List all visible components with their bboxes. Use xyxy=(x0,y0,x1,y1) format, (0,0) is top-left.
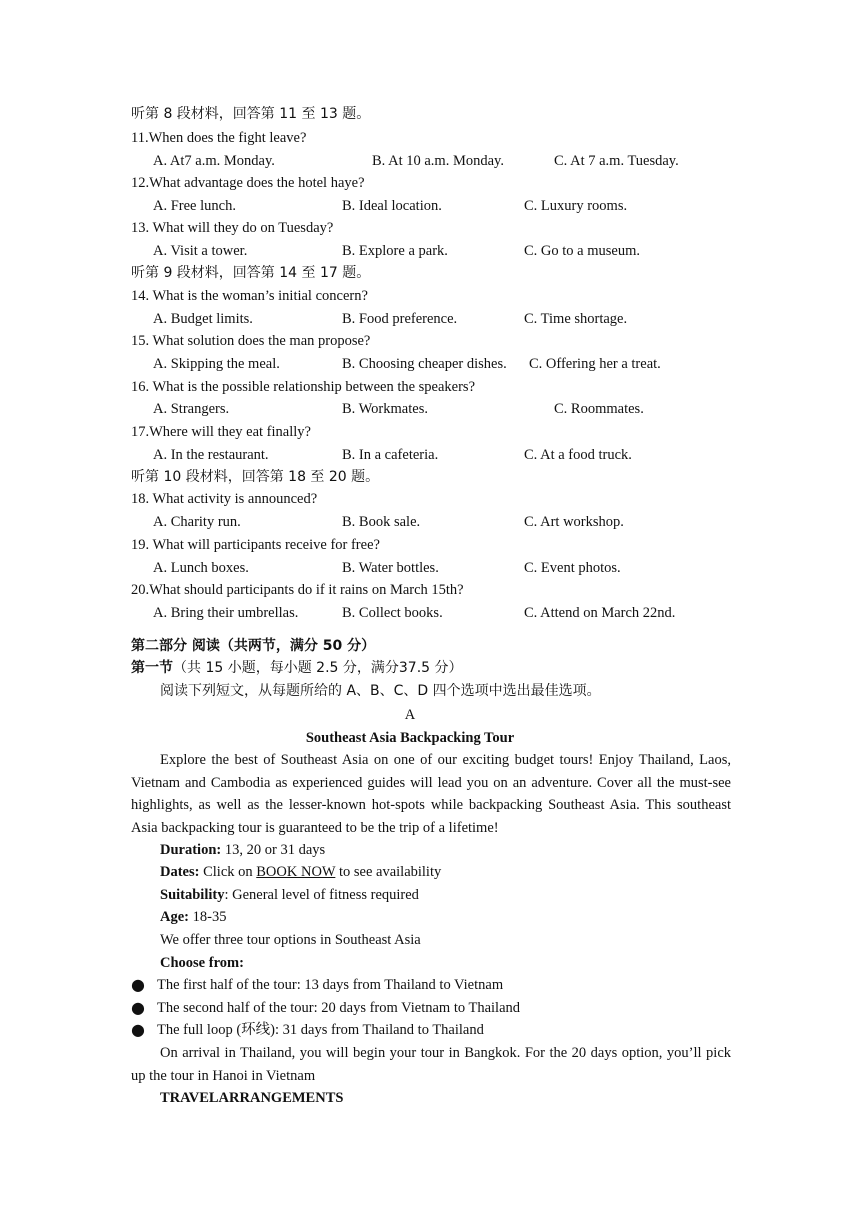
question-12: 12.What advantage does the hotel haye? xyxy=(131,175,365,191)
suitability-label: Suitability xyxy=(160,887,225,903)
section-one-label: 第一节 xyxy=(131,660,173,676)
reading-instruction: 阅读下列短文，从每题所给的 A、B、C、D 四个选项中选出最佳选项。 xyxy=(160,683,601,699)
q14-option-c: C. Time shortage. xyxy=(524,311,628,327)
q15-option-a: A. Skipping the meal. xyxy=(153,356,280,372)
q13-option-a: A. Visit a tower. xyxy=(153,243,248,259)
section-9-heading: 听第 9 段材料，回答第 14 至 17 题。 xyxy=(131,265,371,281)
age-line xyxy=(160,907,226,927)
dates-pre: Click on xyxy=(199,864,257,880)
q17-option-a: A. In the restaurant. xyxy=(153,447,269,463)
q16-option-b: B. Workmates. xyxy=(342,401,428,417)
option-full-loop: The full loop (环线): 31 days from Thailand to Thailand xyxy=(157,1022,484,1038)
section-one-heading xyxy=(131,658,463,678)
part-two-title: 第二部分 阅读（共两节，满分 50 分） xyxy=(131,638,376,654)
q20-option-c: C. Attend on March 22nd. xyxy=(524,605,676,621)
choose-from-label: Choose from: xyxy=(160,955,244,971)
question-20: 20.What should participants do if it rains on March 15th? xyxy=(131,582,464,598)
q11-option-c: C. At 7 a.m. Tuesday. xyxy=(554,153,679,169)
duration-label: Duration: xyxy=(160,842,222,858)
q17-option-b: B. In a cafeteria. xyxy=(342,447,439,463)
q11-option-b: B. At 10 a.m. Monday. xyxy=(372,153,504,169)
q16-option-c: C. Roommates. xyxy=(554,401,644,417)
question-19: 19. What will participants receive for free? xyxy=(131,537,380,553)
q18-option-b: B. Book sale. xyxy=(342,514,421,530)
age-value: 18-35 xyxy=(189,909,227,925)
q14-option-b: B. Food preference. xyxy=(342,311,458,327)
q15-option-c: C. Offering her a treat. xyxy=(529,356,661,372)
question-13: 13. What will they do on Tuesday? xyxy=(131,220,334,236)
book-now-link[interactable]: BOOK NOW xyxy=(256,864,336,880)
q12-option-b: B. Ideal location. xyxy=(342,198,442,214)
q17-option-c: C. At a food truck. xyxy=(524,447,632,463)
offer-line: We offer three tour options in Southeast Asia xyxy=(160,932,421,948)
q13-option-c: C. Go to a museum. xyxy=(524,243,640,259)
dates-post: to see availability xyxy=(335,864,442,880)
suitability-line xyxy=(160,885,419,905)
travel-arrangements-heading: TRAVELARRANGEMENTS xyxy=(160,1090,344,1106)
duration-value: 13, 20 or 31 days xyxy=(221,842,326,858)
suitability-value: : General level of fitness required xyxy=(224,887,419,903)
arrival-paragraph: On arrival in Thailand, you will begin your tour in Bangkok. For the 20 days option, you’ll pick up the tour in Hanoi in Vietnam xyxy=(131,1045,731,1084)
age-label: Age: xyxy=(160,909,189,925)
q18-option-c: C. Art workshop. xyxy=(524,514,624,530)
question-18: 18. What activity is announced? xyxy=(131,491,318,507)
option-second-half: The second half of the tour: 20 days from Vietnam to Thailand xyxy=(157,1000,521,1016)
question-16: 16. What is the possible relationship between the speakers? xyxy=(131,379,476,395)
question-11: 11.When does the fight leave? xyxy=(131,130,307,146)
question-14: 14. What is the woman’s initial concern? xyxy=(131,288,368,304)
q13-option-b: B. Explore a park. xyxy=(342,243,448,259)
q12-option-c: C. Luxury rooms. xyxy=(524,198,628,214)
q16-option-a: A. Strangers. xyxy=(153,401,230,417)
q20-option-a: A. Bring their umbrellas. xyxy=(153,605,299,621)
passage-letter: A xyxy=(404,707,416,723)
q11-option-a: A. At7 a.m. Monday. xyxy=(153,153,275,169)
bullet-icon: ● xyxy=(131,998,145,1017)
q18-option-a: A. Charity run. xyxy=(153,514,241,530)
q19-option-b: B. Water bottles. xyxy=(342,560,439,576)
option-first-half: The first half of the tour: 13 days from Thailand to Vietnam xyxy=(157,977,504,993)
bullet-icon: ● xyxy=(131,1020,145,1039)
q19-option-a: A. Lunch boxes. xyxy=(153,560,249,576)
question-17: 17.Where will they eat finally? xyxy=(131,424,311,440)
bullet-icon: ● xyxy=(131,975,145,994)
q14-option-a: A. Budget limits. xyxy=(153,311,253,327)
duration-line xyxy=(160,840,325,860)
section-one-details: （共 15 小题，每小题 2.5 分，满分37.5 分） xyxy=(173,660,463,676)
question-15: 15. What solution does the man propose? xyxy=(131,333,371,349)
q20-option-b: B. Collect books. xyxy=(342,605,443,621)
section-8-heading: 听第 8 段材料，回答第 11 至 13 题。 xyxy=(131,106,371,122)
section-10-heading: 听第 10 段材料，回答第 18 至 20 题。 xyxy=(131,469,380,485)
q12-option-a: A. Free lunch. xyxy=(153,198,236,214)
q19-option-c: C. Event photos. xyxy=(524,560,621,576)
passage-intro: Explore the best of Southeast Asia on one of our exciting budget tours! Enjoy Thailand, Laos, Vietnam and Cambodia as experienced guides will lead you on an adventure. Cover all the must-see highlights, as well as the lesser-known hot-spots while backpacking Southeast Asia. This southeast Asia backpacking tour is guaranteed to be the trip of a lifetime! xyxy=(131,752,731,836)
dates-line xyxy=(160,862,441,882)
passage-title: Southeast Asia Backpacking Tour xyxy=(305,730,515,746)
q15-option-b: B. Choosing cheaper dishes. xyxy=(342,356,507,372)
dates-label: Dates: xyxy=(160,864,200,880)
